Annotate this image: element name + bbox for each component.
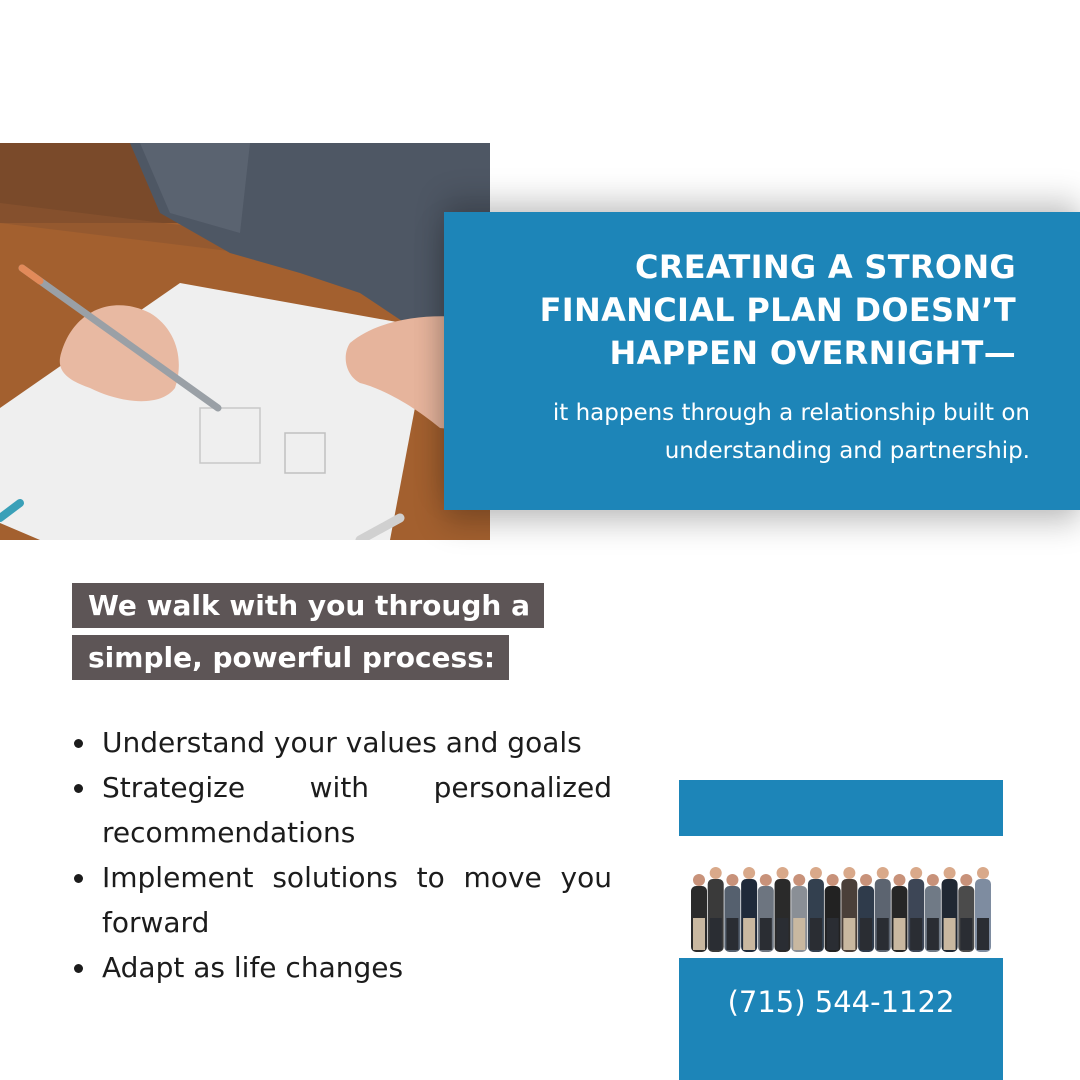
team-member-figure: [791, 874, 807, 952]
team-member-figure: [741, 867, 757, 952]
team-member-figure: [891, 874, 907, 952]
phone-number[interactable]: (715) 544-1122: [727, 985, 955, 1019]
step-text: Strategize with personalized recommendations: [102, 771, 612, 849]
team-member-figure: [942, 867, 958, 952]
bullet-icon: [74, 874, 83, 883]
planning-photo: [0, 143, 490, 540]
headline-callout: [444, 212, 1080, 510]
process-label-text: We walk with you through a simple, powerful process:: [72, 583, 544, 680]
list-item: [72, 945, 612, 990]
team-photo: [679, 836, 1003, 958]
team-member-figure: [908, 867, 924, 952]
team-member-figure: [758, 874, 774, 952]
list-item: [72, 855, 612, 945]
process-label: [72, 580, 572, 684]
team-member-figure: [708, 867, 724, 952]
team-member-figure: [975, 867, 991, 952]
step-text: Implement solutions to move you forward: [102, 861, 612, 939]
team-member-figure: [825, 874, 841, 952]
team-member-figure: [841, 867, 857, 952]
team-member-figure: [858, 874, 874, 952]
step-text: Adapt as life changes: [102, 951, 404, 984]
process-steps-list: [72, 720, 612, 990]
team-member-figure: [958, 874, 974, 952]
bullet-icon: [74, 964, 83, 973]
team-member-figure: [808, 867, 824, 952]
team-member-figure: [691, 874, 707, 952]
headline-text: CREATING A STRONG FINANCIAL PLAN DOESN’T HAPPEN OVERNIGHT—: [539, 248, 1016, 372]
step-text: Understand your values and goals: [102, 726, 582, 759]
subheadline-text: it happens through a relationship built on understanding and partnership.: [552, 400, 1030, 464]
team-member-figure: [724, 874, 740, 952]
team-member-figure: [875, 867, 891, 952]
bullet-icon: [74, 784, 83, 793]
team-member-figure: [775, 867, 791, 952]
team-member-figure: [925, 874, 941, 952]
bullet-icon: [74, 739, 83, 748]
list-item: [72, 720, 612, 765]
list-item: [72, 765, 612, 855]
